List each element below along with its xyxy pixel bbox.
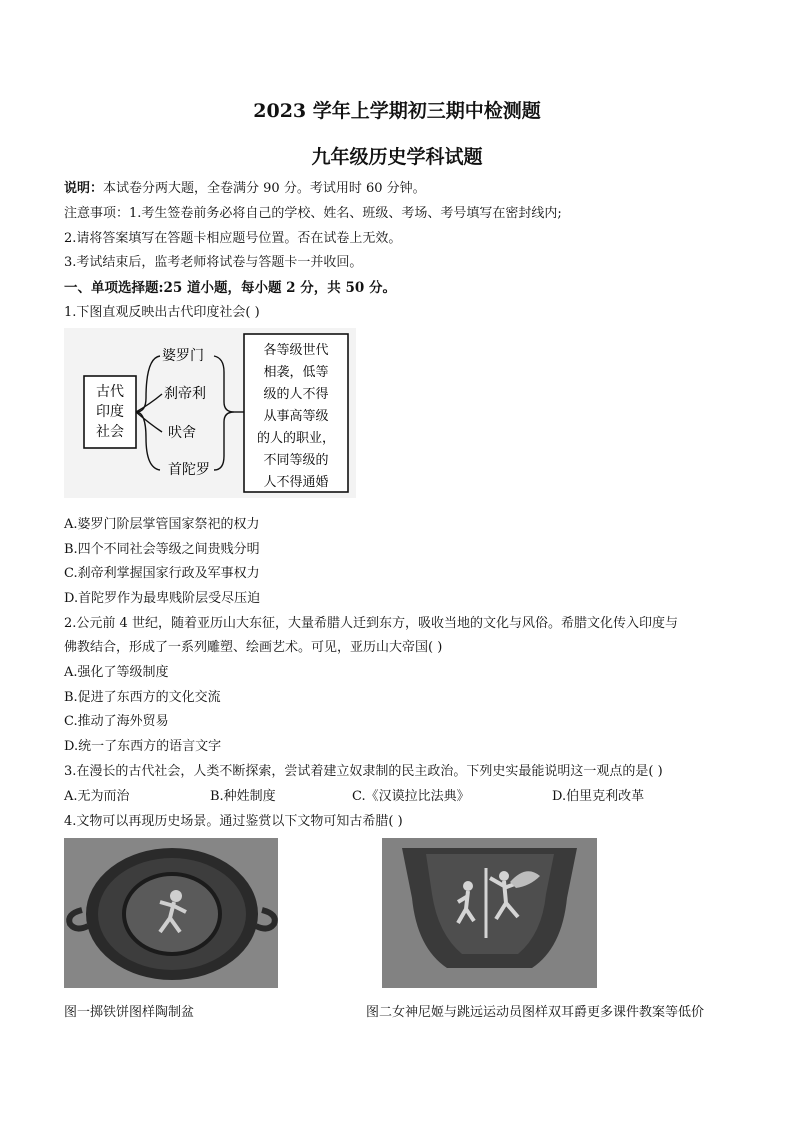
- left-box-line: 印度: [96, 404, 124, 420]
- right-box-line: 相袭，低等: [263, 365, 329, 380]
- photo-2-caption: 图二女神尼姬与跳远运动员图样双耳爵更多课件教案等低价: [366, 1005, 705, 1020]
- question-1-option-a: A.婆罗门阶层掌管国家祭祀的权力: [64, 517, 260, 532]
- question-2-stem-line-1: 2.公元前 4 世纪，随着亚历山大东征，大量希腊人迁到东方，吸收当地的文化与风俗。希腊文化传入印度与: [64, 616, 678, 631]
- page-subtitle: 九年级历史学科试题: [311, 146, 483, 168]
- caste-label: 吠舍: [168, 425, 196, 441]
- question-2-option-c: C.推动了海外贸易: [64, 714, 169, 729]
- section-heading: 一、单项选择题:25 道小题，每小题 2 分，共 50 分。: [64, 280, 396, 296]
- question-1-option-b: B.四个不同社会等级之间贵贱分明: [64, 542, 260, 557]
- right-box-line: 级的人不得: [263, 387, 329, 402]
- question-1-option-d: D.首陀罗作为最卑贱阶层受尽压迫: [64, 591, 261, 606]
- caste-label: 刹帝利: [164, 386, 206, 402]
- right-box-line: 各等级世代: [263, 343, 329, 358]
- left-box-line: 古代: [96, 384, 124, 400]
- instruction-item-3: 3.考试结束后，监考老师将试卷与答题卡一并收回。: [64, 255, 363, 270]
- question-2-option-a: A.强化了等级制度: [64, 665, 169, 680]
- question-3-option-a: A.无为而治: [64, 789, 130, 804]
- caste-label: 婆罗门: [162, 348, 204, 364]
- instructions-note: [64, 177, 426, 196]
- question-1-option-c: C.刹帝利掌握国家行政及军事权力: [64, 566, 260, 581]
- question-2-option-b: B.促进了东西方的文化交流: [64, 690, 221, 705]
- instruction-item-2: 2.请将答案填写在答题卡相应题号位置。否在试卷上无效。: [64, 231, 402, 246]
- right-box-line: 人不得通婚: [263, 475, 329, 490]
- note-text: 本试卷分两大题，全卷满分 90 分。考试用时 60 分钟。: [103, 181, 426, 196]
- question-2-stem-line-2: 佛教结合，形成了一系列雕塑、绘画艺术。可见，亚历山大帝国( ): [64, 640, 443, 655]
- question-3-stem: 3.在漫长的古代社会，人类不断探索，尝试着建立奴隶制的民主政治。下列史实最能说明这一观点的是( ): [64, 764, 663, 779]
- photo-1-caption: 图一掷铁饼图样陶制盆: [64, 1005, 195, 1020]
- question-3-option-c: C.《汉谟拉比法典》: [352, 789, 470, 804]
- right-box-line: 的人的职业，: [256, 431, 336, 446]
- question-3-option-d: D.伯里克利改革: [552, 789, 645, 804]
- photo-discus-basin: [64, 838, 278, 988]
- note-label: 说明：: [64, 181, 104, 196]
- right-box-line: 不同等级的: [263, 453, 329, 468]
- caste-label: 首陀罗: [168, 462, 210, 478]
- photo-nike-krater: [382, 838, 597, 988]
- question-1-stem: 1.下图直观反映出古代印度社会( ): [64, 305, 260, 320]
- right-box-line: 从事高等级: [263, 409, 329, 424]
- page-title: 2023 学年上学期初三期中检测题: [253, 100, 541, 122]
- question-3-option-b: B.种姓制度: [210, 789, 276, 804]
- question-2-option-d: D.统一了东西方的语言文字: [64, 739, 222, 754]
- instruction-item-1: 注意事项：1.考生签卷前务必将自己的学校、姓名、班级、考场、考号填写在密封线内;: [64, 206, 562, 221]
- caste-diagram: [64, 328, 356, 498]
- question-4-stem: 4.文物可以再现历史场景。通过鉴赏以下文物可知古希腊( ): [64, 814, 403, 829]
- left-box-line: 社会: [96, 424, 124, 440]
